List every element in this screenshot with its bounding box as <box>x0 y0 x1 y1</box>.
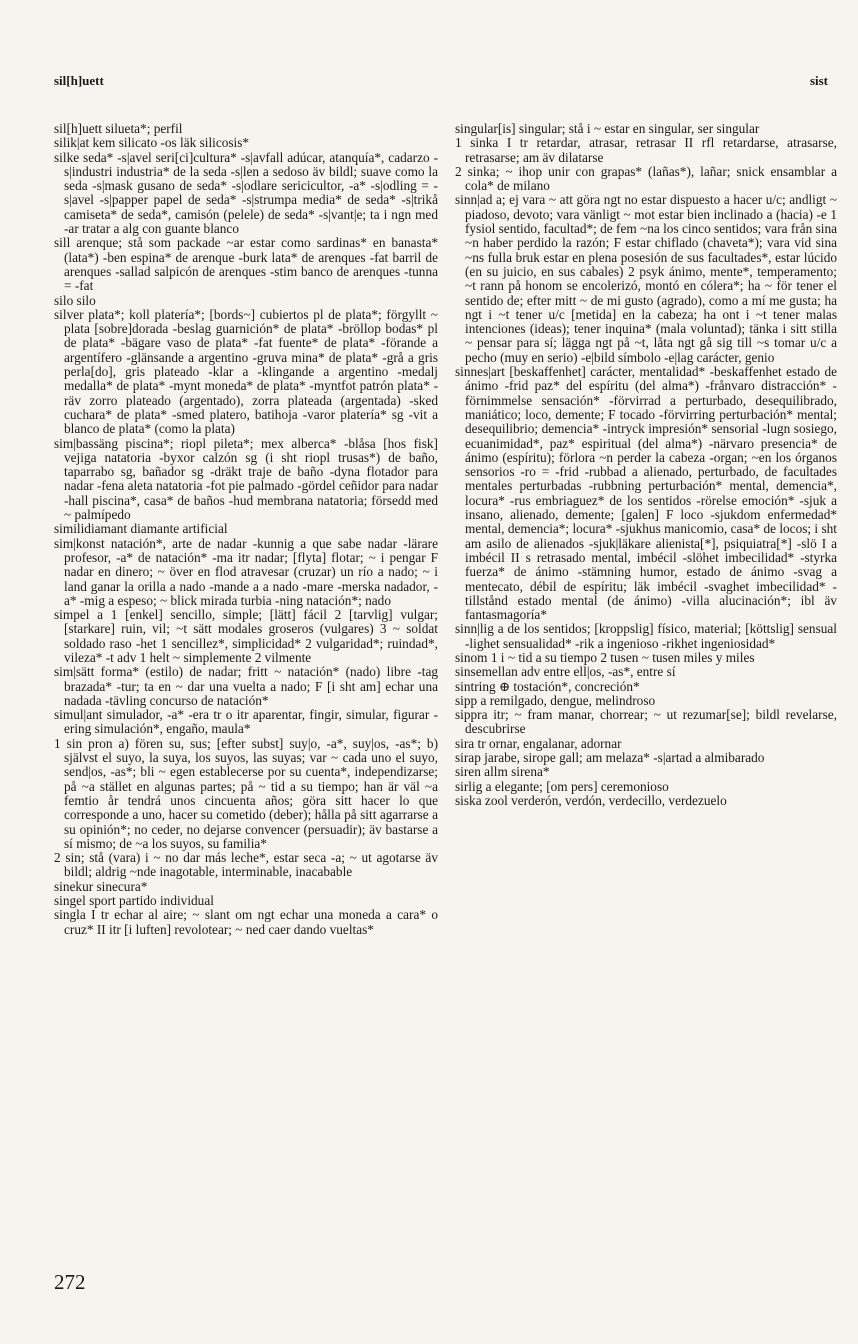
dictionary-entry: sim|bassäng piscina*; riopl pileta*; mex alberca* -blåsa [hos fisk] vejiga natatoria -byxor calzón sg (i sht riopl trusas*) de baño, taparrabo sg, bañador sg -dräkt traje de baño -dyna flotador para nadar -fena aleta natatoria -fot pie palmado -gördel ceñidor para nadar -hall piscina*, casa* de baños -hud membrana natatoria; försedd med ~ palmípedo <box>54 435 438 523</box>
dictionary-entry: 1 sinka I tr retardar, atrasar, retrasar II rfl retardarse, atrasarse, retrasarse; am äv dilatarse <box>455 135 837 165</box>
dictionary-entry: sim|sätt forma* (estilo) de nadar; fritt ~ natación* (nado) libre -tag brazada* -tur; ta en ~ dar una vuelta a nado; F [i sht am] echar una nadada -tävling concurso de natación* <box>54 664 438 708</box>
dictionary-entry: siska zool verderón, verdón, verdecillo, verdezuelo <box>455 792 727 808</box>
dictionary-entry: sim|konst natación*, arte de nadar -kunnig a que sabe nadar -lärare profesor, -a* de natación* -ma itr nadar; [flyta] flotar; ~ i pengar F nadar en dinero; ~ över en flod atravesar (cruzar) un río a nado; ~ i land ganar la orilla a nado -mande a a nado -mare -merska nadador, -a* -mig a espeso; ~ blick mirada turbia -ning natación*; nado <box>54 535 438 608</box>
dictionary-entry: sira tr ornar, engalanar, adornar <box>455 735 622 751</box>
dictionary-entry: similidiamant diamante artificial <box>54 521 228 537</box>
right-column <box>455 122 837 808</box>
dictionary-entry: siren allm sirena* <box>455 764 550 780</box>
dictionary-entry: 2 sin; stå (vara) i ~ no dar más leche*, estar seca -a; ~ ut agotarse äv bildl; aldrig ~nde inagotable, interminable, inacabable <box>54 850 438 880</box>
dictionary-entry: silver plata*; koll platería*; [bords~] cubiertos pl de plata*; förgyllt ~ plata [sobre]dorada -beslag guarnición* de plata* -bröllop bodas* pl de plata* -bägare vaso de plata* -fat fuente* de plata* -förande a argentífero -glänsande a argentino -gruva mina* de plata* -grå a gris perla[do], gris plateado -klar a -klingande a argentino -medalj medalla* de plata* -mynt moneda* de plata* -myntfot patrón plata* -räv zorro plateado (argentado), zorra plateada (argentada) -sked cuchara* de plata* -smed platero, batihoja -varor platería* sg -vit a blanco de plata* (como la plata) <box>54 306 438 437</box>
page-number: 272 <box>54 1270 86 1294</box>
dictionary-entry: sinom 1 i ~ tid a su tiempo 2 tusen ~ tusen miles y miles <box>455 649 755 665</box>
dictionary-entry: sintring ⊕ tostación*, concreción* <box>455 678 640 694</box>
dictionary-entry: silo silo <box>54 292 96 308</box>
running-head-left: sil[h]uett <box>54 73 104 88</box>
dictionary-entry: simpel a 1 [enkel] sencillo, simple; [lätt] fácil 2 [tarvlig] vulgar; [starkare] ruin, vil; ~t sätt modales groseros (vulgares) 3 ~ soldat soldado raso -het 1 sencillez*, simplicidad* 2 vulgaridad*; ruindad*, vileza* -t adv 1 helt ~ simplemente 2 vilmente <box>54 607 438 665</box>
dictionary-entry: sippra itr; ~ fram manar, chorrear; ~ ut rezumar[se]; bildl revelarse, descubrirse <box>455 707 837 737</box>
dictionary-entry: silik|at kem silicato -os läk silicosis* <box>54 135 250 151</box>
dictionary-entry: sirap jarabe, sirope gall; am melaza* -s|artad a almibarado <box>455 750 765 766</box>
running-head-right: sist <box>809 73 828 88</box>
dictionary-entry: sill arenque; stå som packade ~ar estar como sardinas* en banasta* (lata*) -ben espina* de arenque -burk lata* de arenques -fat barril de arenques -sallad salpicón de arenques -stim banco de arenques -tunna = -fat <box>54 235 438 294</box>
dictionary-entry: singla I tr echar al aire; ~ slant om ngt echar una moneda a cara* o cruz* II itr [i luften] revolotear; ~ ned caer dando vueltas* <box>54 907 438 937</box>
dictionary-entry: sinnes|art [beskaffenhet] carácter, mentalidad* -beskaffenhet estado de ánimo -frid paz* del espíritu (del alma*) -frånvaro distracción* -förnimmelse sensación* -förvirrad a perturbado, desequilibrado, maniático; loco, demente; F tocado -förvirring perturbación* mental; desequilibrio; demencia* -intryck impresión* sensorial -lugn sosiego, ecuanimidad*, paz* espiritual (del alma*) -närvaro presencia* de ánimo (espíritu); förlora ~n perder la cabeza -organ; ~en los órganos sensorios -ro = -frid -rubbad a alienado, perturbado, de facultades mentales perturbadas -rubbning perturbación* mental, demencia*, locura* -rus embriaguez* de los sentidos -rörelse emoción* -sjuk a insano, alienado, demente; [galen] F loco -sjukdom enfermedad* mental, demencia*; locura* -sjukhus manicomio, casa* de locos; i sht am asilo de alienados -sjuk|läkare alienista[*], psiquiatra[*] -slö I a imbécil II s retrasado mental, imbécil -slöhet imbecilidad* -styrka fuerza* de ánimo -stämning humor, estado de ánimo -svag a mentecato, débil de espíritu; läk imbécil -svaghet imbecilidad* -tillstånd estado mental (de ánimo) -villa alucinación*; ibl äv fantasmagoría* <box>455 364 837 623</box>
dictionary-entry: sinn|ad a; ej vara ~ att göra ngt no estar dispuesto a hacer u/c; andligt ~ piadoso, devoto; vara vänligt ~ mot estar bien inclinado a (hacia) -e 1 fysiol sentido, facultad*; de fem ~na los cinco sentidos; vara från sina ~n haber perdido la razón; F estar chiflado (chaveta*); vara vid sina ~ns fulla bruk estar en plena posesión de sus facultades*, estar lúcido (en su juicio, en sus cabales) 2 psyk ánimo, mente*, temperamento; ~t rann på honom se encolerizó, montó en cólera*; ha ~ för tener el sentido de; efter mitt ~ de mi gusto (agrado), como a mí me gusta; ha ngt i ~t tener u/c [metida] en la cabeza; ha ont i ~t tener malas intenciones (ideas); tener inquina* (mala voluntad); tänka i sitt stilla ~ pensar para sí; lägga ngt på ~t, låta ngt gå sig till ~s tomar u/c a pecho (muy en serio) -e|bild símbolo -e|lag carácter, genio <box>455 192 838 365</box>
dictionary-entry: sirlig a elegante; [om pers] ceremonioso <box>455 778 669 794</box>
dictionary-entry: silke seda* -s|avel seri[ci]cultura* -s|avfall adúcar, atanquía*, cadarzo -s|industri industria* de la seda -s|len a sedoso äv bildl; suave como la seda -s|mask gusano de seda* -s|odlare sericicultor, -a* -s|odling = -s|avel -s|papper papel de seda* -s|strumpa media* de seda* -s|trikå camiseta* de seda*, camisón (pelele) de seda* -s|vant|e; ta i ngn med -ar tratar a alg con guante blanco <box>54 149 438 237</box>
dictionary-entry: sinn|lig a de los sentidos; [kroppslig] físico, material; [köttslig] sensual -lighet sensualidad* -rik a ingenioso -rikhet ingeniosidad* <box>455 621 837 651</box>
dictionary-entry: 2 sinka; ~ ihop unir con grapas* (lañas*), lañar; snick ensamblar a cola* de milano <box>455 163 837 194</box>
dictionary-entry: sinekur sinecura* <box>54 878 148 894</box>
dictionary-entry: singular[is] singular; stå i ~ estar en singular, ser singular <box>455 121 760 136</box>
dictionary-entry: sipp a remilgado, dengue, melindroso <box>455 692 656 708</box>
dictionary-entry: 1 sin pron a) fören su, sus; [efter subst] suy|o, -a*, suy|os, -as*; b) självst el suyo, la suya, los suyos, las suyas; var ~ cada uno el suyo, send|os, -as*; bli ~ egen establecerse por su cuenta*, independizarse; på ~a stället en algunas partes; på ~ tid a su tiempo; han är väl ~a femtio år tendrá unos cincuenta años; göra sitt hacer lo que corresponde a uno, hacer su cometido (deber); hålla på sitt agarrarse a su opinión*; no ceder, no dejarse convencer (persuadir); äv bastarse a sí mismo; de ~a los suyos, su familia* <box>54 735 438 851</box>
dictionary-entry: sil[h]uett silueta*; perfil <box>54 121 183 136</box>
left-column <box>54 122 438 937</box>
dictionary-entry: singel sport partido individual <box>54 893 214 909</box>
dictionary-entry: sinsemellan adv entre ell|os, -as*, entre sí <box>455 664 676 680</box>
dictionary-entry: simul|ant simulador, -a* -era tr o itr aparentar, fingir, simular, figurar -ering simulación*, engaño, maula* <box>54 707 438 737</box>
